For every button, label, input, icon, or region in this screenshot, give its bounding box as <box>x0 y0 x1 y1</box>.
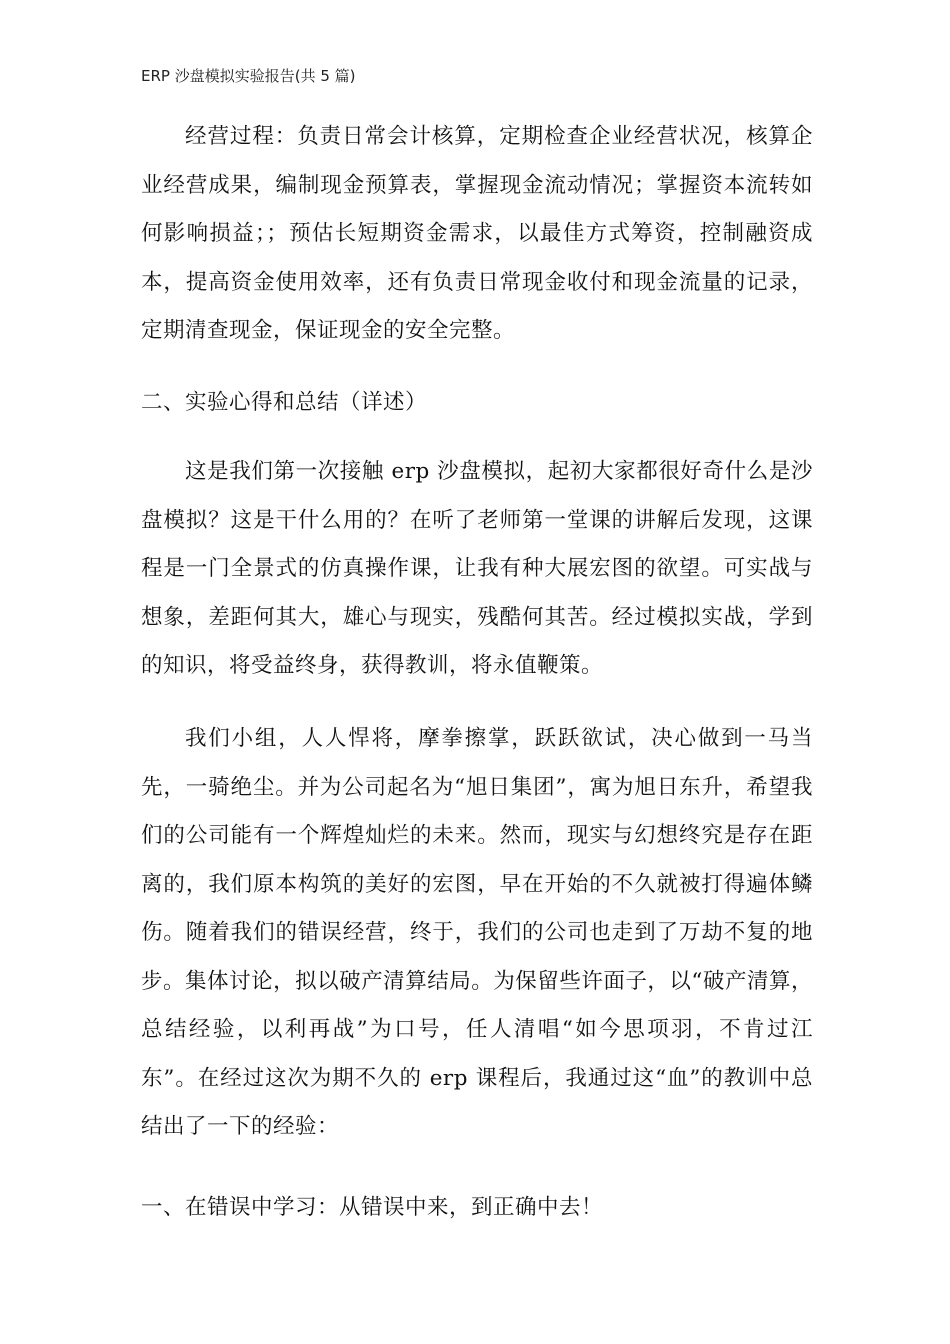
page-header: ERP 沙盘模拟实验报告(共 5 篇) <box>141 67 356 85</box>
paragraph-team-story: 我们小组，人人悍将，摩拳擦掌，跃跃欲试，决心做到一马当先，一骑绝尘。并为公司起名为“旭日集团”，寓为旭日东升，希望我们的公司能有一个辉煌灿烂的未来。然而，现实与幻想终究是存在距离的，我们原本构筑的美好的宏图，早在开始的不久就被打得遍体鳞伤。随着我们的错误经营，终于，我们的公司也走到了万劫不复的地步。集体讨论，拟以破产清算结局。为保留些许面子，以“破产清算，总结经验，以利再战”为口号，任人清唱“如今思项羽，不肯过江东”。在经过这次为期不久的 erp 课程后，我通过这“血”的教训中总结出了一下的经验： <box>141 726 813 1139</box>
paragraph-first-contact: 这是我们第一次接触 erp 沙盘模拟，起初大家都很好奇什么是沙盘模拟？这是干什么用的？在听了老师第一堂课的讲解后发现，这课程是一门全景式的仿真操作课，让我有种大展宏图的欲望。可实战与想象，差距何其大，雄心与现实，残酷何其苦。经过模拟实战，学到的知识，将受益终身，获得教训，将永值鞭策。 <box>141 459 813 678</box>
section-heading-learn-from-mistakes: 一、在错误中学习：从错误中来，到正确中去！ <box>141 1195 604 1220</box>
paragraph-operating-process: 经营过程：负责日常会计核算，定期检查企业经营状况，核算企业经营成果，编制现金预算表，掌握现金流动情况；掌握资本流转如何影响损益；；预估长短期资金需求，以最佳方式筹资，控制融资成本，提高资金使用效率，还有负责日常现金收付和现金流量的记录，定期清查现金，保证现金的安全完整。 <box>141 124 813 343</box>
section-heading-experience-summary: 二、实验心得和总结（详述） <box>141 390 428 415</box>
